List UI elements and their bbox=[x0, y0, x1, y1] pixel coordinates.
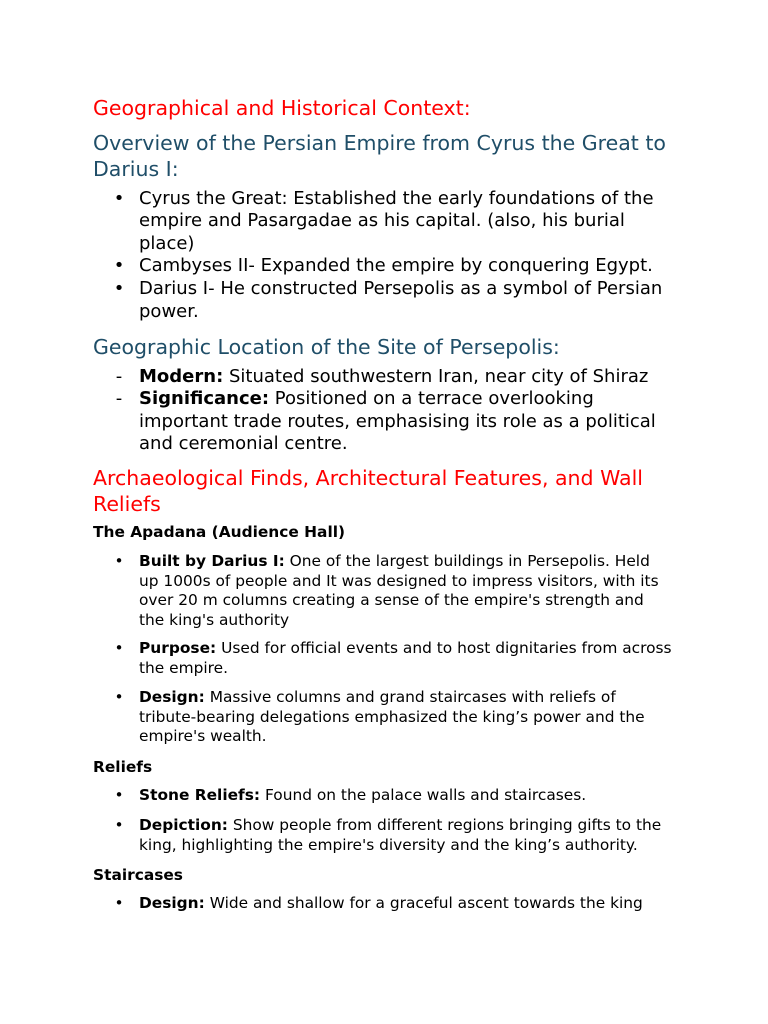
apadana-item-built-by bbox=[93, 552, 659, 630]
heading-line: Overview of the Persian Empire from Cyrus the Great to bbox=[93, 131, 666, 155]
item-line: up 1000s of people and It was designed to impress visitors, with its bbox=[139, 571, 659, 590]
bullet-icon: • bbox=[114, 552, 124, 571]
item-line: power. bbox=[139, 300, 199, 322]
item-label: Depiction: bbox=[139, 816, 228, 835]
item-text: Show people from different regions bringing gifts to the bbox=[232, 816, 662, 835]
bullet-icon: • bbox=[113, 255, 125, 277]
list-item-significance bbox=[93, 388, 656, 456]
bullet-icon: • bbox=[113, 278, 125, 300]
item-label: Built by Darius I: bbox=[139, 552, 285, 571]
location-dash-list bbox=[93, 366, 656, 456]
bullet-icon: • bbox=[114, 688, 124, 707]
list-item-darius bbox=[93, 278, 662, 323]
item-line: Cyrus the Great: Established the early foundations of the bbox=[139, 187, 654, 209]
heading-geographical-context: Geographical and Historical Context: bbox=[93, 96, 471, 120]
bullet-icon: • bbox=[114, 786, 124, 805]
heading-persian-empire-overview bbox=[93, 130, 666, 182]
item-label: Significance: bbox=[139, 388, 270, 410]
subheading-staircases: Staircases bbox=[93, 866, 183, 884]
heading-archaeological-finds bbox=[93, 465, 643, 517]
bullet-icon: • bbox=[114, 894, 124, 913]
item-label: Design: bbox=[139, 894, 205, 913]
list-item-cambyses bbox=[93, 255, 662, 278]
item-line: important trade routes, emphasising its role as a political bbox=[139, 410, 656, 432]
item-line: tribute-bearing delegations emphasized the king’s power and the bbox=[139, 707, 645, 726]
heading-line: Reliefs bbox=[93, 492, 161, 516]
item-line: empire and Pasargadae as his capital. (also, his burial bbox=[139, 210, 625, 232]
item-text: Situated southwestern Iran, near city of Shiraz bbox=[229, 365, 649, 387]
item-label: Purpose: bbox=[139, 639, 217, 658]
rulers-bullet-list bbox=[93, 188, 662, 324]
dash-icon: - bbox=[115, 388, 123, 410]
heading-line: Darius I: bbox=[93, 157, 179, 181]
item-line bbox=[139, 786, 586, 806]
item-line bbox=[139, 639, 672, 659]
item-line: the empire. bbox=[139, 658, 229, 677]
item-line: over 20 m columns creating a sense of the empire's strength and bbox=[139, 591, 644, 610]
heading-geographic-location: Geographic Location of the Site of Persepolis: bbox=[93, 335, 560, 359]
item-text: Found on the palace walls and staircases. bbox=[264, 786, 587, 805]
dash-icon: - bbox=[115, 365, 123, 387]
subheading-apadana: The Apadana (Audience Hall) bbox=[93, 523, 346, 541]
item-line: the king's authority bbox=[139, 610, 290, 629]
subheading-reliefs: Reliefs bbox=[93, 758, 153, 776]
list-item-cyrus bbox=[93, 188, 662, 256]
item-text: Positioned on a terrace overlooking bbox=[274, 388, 594, 410]
item-label: Modern: bbox=[139, 365, 224, 387]
item-line bbox=[139, 552, 659, 572]
reliefs-item-depiction bbox=[93, 816, 661, 855]
item-line bbox=[139, 688, 645, 708]
item-line bbox=[139, 894, 643, 914]
heading-line: Archaeological Finds, Architectural Features, and Wall bbox=[93, 466, 643, 490]
item-line bbox=[139, 816, 661, 836]
item-label: Stone Reliefs: bbox=[139, 786, 261, 805]
item-text: Wide and shallow for a graceful ascent towards the king bbox=[209, 894, 643, 913]
bullet-icon: • bbox=[114, 639, 124, 658]
item-label: Design: bbox=[139, 688, 205, 707]
staircases-item-design bbox=[93, 894, 643, 914]
item-text: Massive columns and grand staircases with reliefs of bbox=[209, 688, 616, 707]
item-line bbox=[139, 388, 656, 411]
item-text: Used for official events and to host dignitaries from across bbox=[221, 639, 672, 658]
item-line: king, highlighting the empire's diversity and the king’s authority. bbox=[139, 835, 638, 854]
item-line bbox=[139, 366, 656, 389]
item-text: One of the largest buildings in Persepolis. Held bbox=[289, 552, 650, 571]
apadana-item-purpose bbox=[93, 639, 672, 678]
item-line: place) bbox=[139, 232, 195, 254]
apadana-item-design bbox=[93, 688, 645, 747]
item-line: Darius I- He constructed Persepolis as a symbol of Persian bbox=[139, 278, 663, 300]
list-item-modern bbox=[93, 366, 656, 389]
bullet-icon: • bbox=[114, 816, 124, 835]
item-line: empire's wealth. bbox=[139, 727, 267, 746]
item-line: and ceremonial centre. bbox=[139, 433, 348, 455]
bullet-icon: • bbox=[113, 187, 125, 209]
item-line: Cambyses II- Expanded the empire by conquering Egypt. bbox=[139, 255, 653, 277]
reliefs-item-stone bbox=[93, 786, 586, 806]
